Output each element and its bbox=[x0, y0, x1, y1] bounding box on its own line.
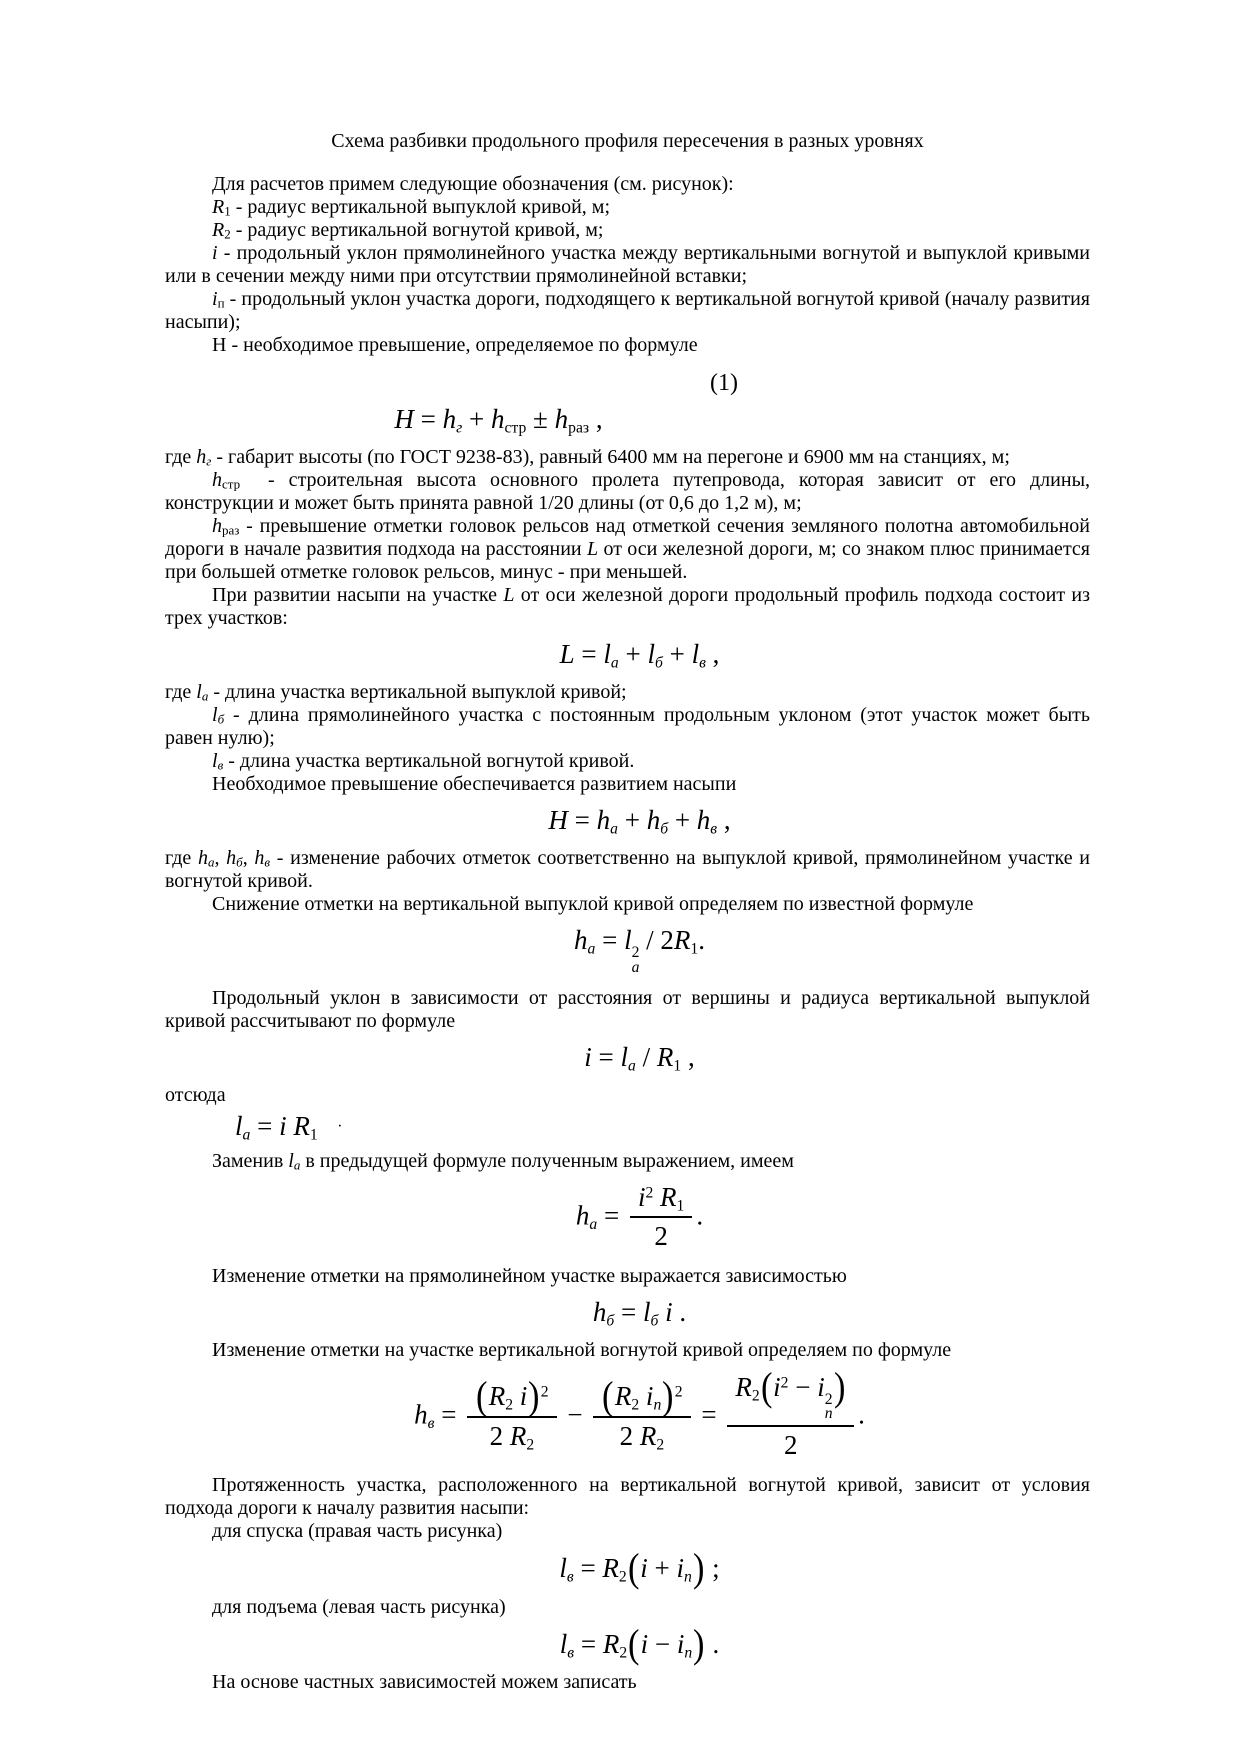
document-title: Схема разбивки продольного профиля пересечения в разных уровнях bbox=[331, 130, 924, 152]
paragraph: $i_п$ - продольный уклон участка дороги, подходящего к вертикальной вогнутой кривой (началу развития насыпи); bbox=[165, 288, 1090, 333]
formula: $L = l_а + l_б + l_в$ , bbox=[559, 639, 720, 672]
formula: $h_а$ = $\frac{i^2 R_1}{2}$ . bbox=[575, 1181, 704, 1251]
paragraph: где $l_а$ - длина участка вертикальной выпуклой кривой; bbox=[165, 681, 627, 704]
paragraph: где $h_г$ - габарит высоты (по ГОСТ 9238-83), равный 6400 мм на перегоне и 6900 мм на станциях, м; bbox=[165, 446, 1010, 469]
paragraph: отсюда bbox=[165, 1083, 226, 1106]
fraction-numerator: ($R_2$ $i_n)^2$ bbox=[593, 1378, 690, 1417]
paragraph: Для расчетов примем следующие обозначения (см. рисунок): bbox=[212, 173, 734, 195]
formula: $H = h_а + h_б + h_в$ , bbox=[548, 805, 731, 838]
equation-number: (1) bbox=[710, 370, 738, 396]
fraction bbox=[467, 1373, 556, 1454]
fraction bbox=[630, 1180, 692, 1252]
paragraph: Снижение отметки на вертикальной выпуклой кривой определяем по известной формуле bbox=[212, 893, 974, 916]
paragraph: i - продольный уклон прямолинейного участка между вертикальными вогнутой и выпуклой кривыми или в сечении между ними при отсутствии прямолинейной вставки; bbox=[165, 242, 1090, 287]
formula: $l_а = i$ $R_1$ . bbox=[235, 1110, 342, 1144]
paragraph: Протяженность участка, расположенного на вертикальной вогнутой кривой, зависит от условия подхода дороги к началу развития насыпи: bbox=[165, 1474, 1090, 1520]
fraction-denominator: 2 bbox=[654, 1220, 668, 1251]
paragraph: Изменение отметки на участке вертикальной вогнутой кривой определяем по формуле bbox=[212, 1338, 952, 1361]
paragraph: Необходимое превышение обеспечивается развитием насыпи bbox=[212, 773, 737, 796]
paragraph: для подъема (левая часть рисунка) bbox=[212, 1595, 506, 1618]
paragraph: Н - необходимое превышение, определяемое по формуле bbox=[212, 334, 698, 356]
paragraph: где $h_а$, $h_б$, $h_в$ - изменение рабочих отметок соответственно на выпуклой кривой, прямолинейном участке и вогнутой кривой. bbox=[165, 847, 1091, 893]
stacked-sup-sub: 2 а bbox=[631, 943, 640, 976]
fraction-denominator: 2 $R_2$ bbox=[619, 1420, 665, 1454]
formula: $i = l_а / R_1$ , bbox=[584, 1041, 695, 1075]
paragraph: $R_2$ - радиус вертикальной вогнутой кривой, м; bbox=[212, 219, 604, 242]
paragraph: $l_б$ - длина прямолинейного участка с постоянным продольным уклоном (этот участок может быть равен нулю); bbox=[165, 704, 1090, 750]
formula: $h_в$ = $\frac{(R_2 i)^2}{2 R_2}$ − $\frac{(R_2 i_n)^2}{2 R_2}$ = $R_2(i^2 - i$ 2 n ) 2 . bbox=[414, 1363, 865, 1461]
fraction bbox=[593, 1373, 690, 1454]
paragraph: При развитии насыпи на участке L от оси железной дороги продольный профиль подхода состоит из трех участков: bbox=[165, 584, 1090, 630]
fraction-numerator: $R_2(i^2 - i$ 2 n ) bbox=[727, 1369, 854, 1428]
paragraph: Заменив $l_а$ в предыдущей формуле полученным выражением, имеем bbox=[212, 1149, 794, 1173]
formula: $h_б = l_б$ i . bbox=[592, 1296, 687, 1330]
paragraph: для спуска (правая часть рисунка) bbox=[212, 1520, 503, 1543]
paragraph: $h_{стр}$ - строительная высота основного пролета путепровода, которая зависит от его длины, конструкции и может быть принята равной 1/20 длины (от 0,6 до 1,2 м), м; bbox=[165, 469, 1090, 515]
paragraph: $l_в$ - длина участка вертикальной вогнутой кривой. bbox=[212, 750, 635, 773]
fraction-numerator: ($R_2$ i)$^2$ bbox=[467, 1378, 556, 1417]
paragraph: $h_{раз}$ - превышение отметки головок рельсов над отметкой сечения земляного полотна автомобильной дороги в начале развития подхода на расстоянии L от оси железной дороги, м; со знаком плюс принимается при большей отметке головок рельсов, минус - при меньшей. bbox=[165, 515, 1090, 584]
formula: $l_в = R_2(i - i_n)$ . bbox=[559, 1620, 720, 1666]
paragraph: Изменение отметки на прямолинейном участке выражается зависимостью bbox=[212, 1264, 847, 1287]
paragraph: Продольный уклон в зависимости от расстояния от вершины и радиуса вертикальной выпуклой кривой рассчитывают по формуле bbox=[165, 986, 1090, 1032]
fraction-denominator: 2 $R_2$ bbox=[489, 1420, 535, 1454]
formula: $l_в = R_2(i + i_n)$ ; bbox=[559, 1545, 720, 1591]
fraction-denominator: 2 bbox=[783, 1430, 798, 1461]
paragraph: $R_1$ - радиус вертикальной выпуклой кривой, м; bbox=[212, 196, 610, 219]
paragraph: На основе частных зависимостей можем записать bbox=[212, 1671, 637, 1694]
stacked-sup-sub: 2 n bbox=[824, 1390, 833, 1423]
document-body bbox=[165, 173, 1090, 1694]
formula: $h_а = l$ 2 а / $2R_1$. bbox=[574, 925, 705, 976]
formula: $H = h_г + h_{стр} \pm h_{раз}$ , bbox=[394, 404, 603, 437]
fraction bbox=[727, 1363, 854, 1462]
fraction-numerator: $i^2$ $R_1$ bbox=[630, 1180, 692, 1218]
